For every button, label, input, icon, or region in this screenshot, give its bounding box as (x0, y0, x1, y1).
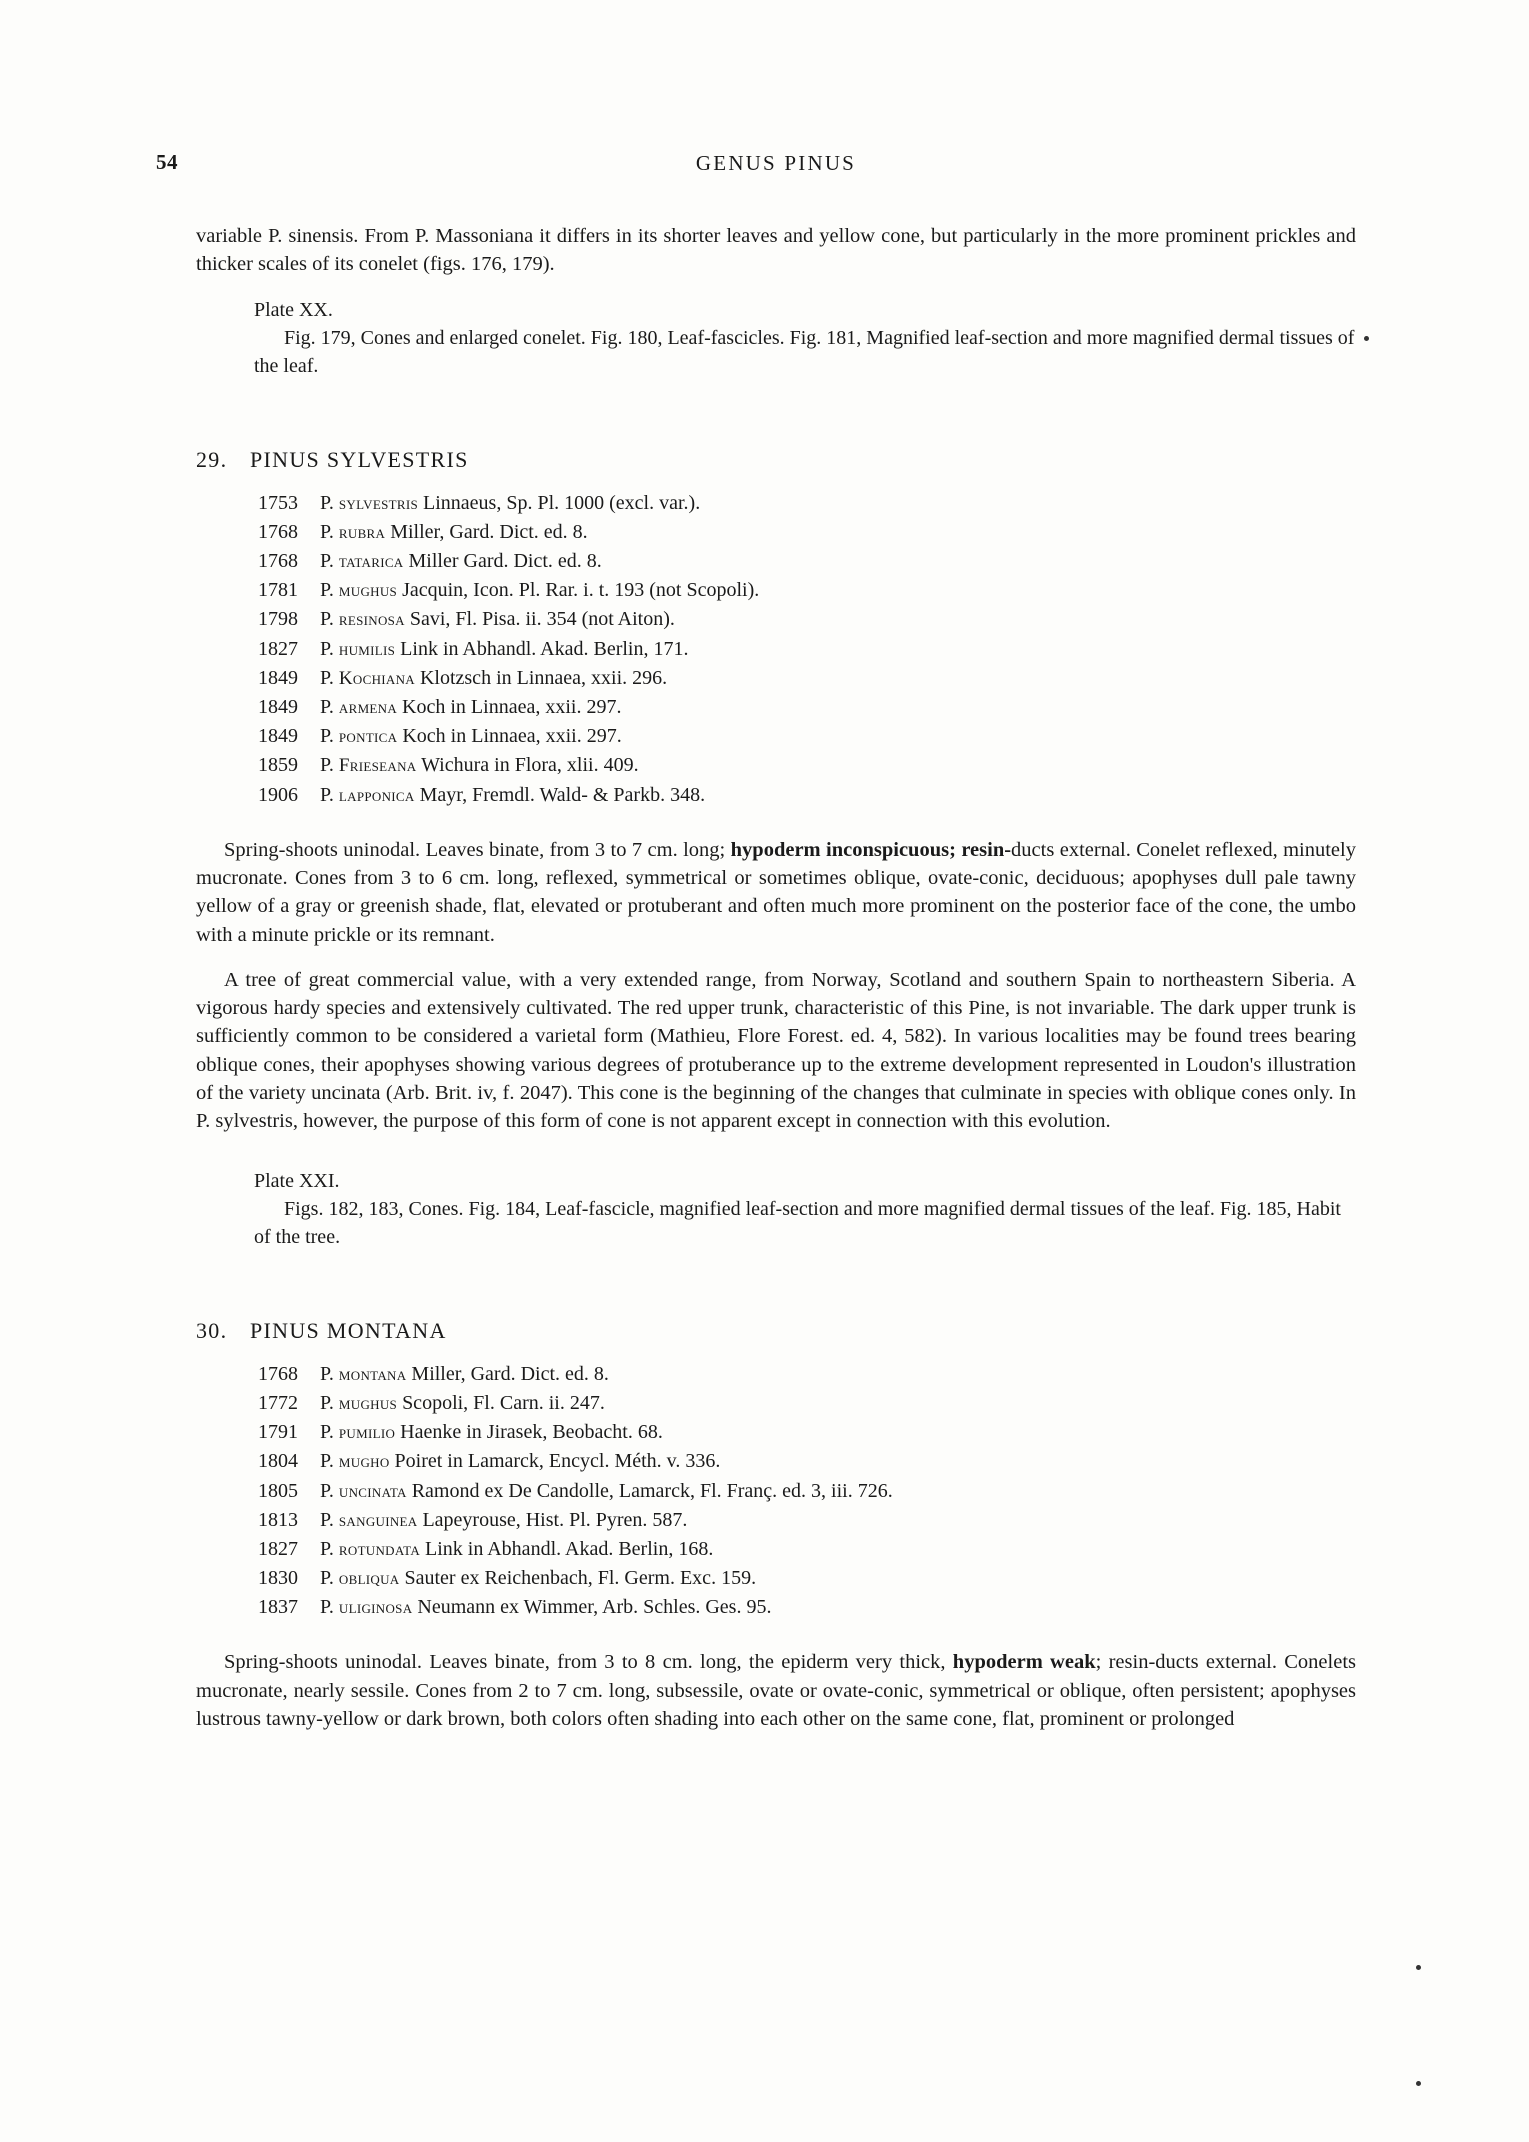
list-item (196, 1564, 1356, 1593)
list-item (196, 635, 1356, 664)
synonym-citation: Neumann ex Wimmer, Arb. Schles. Ges. 95. (417, 1596, 772, 1619)
synonym-epithet: pontica (338, 726, 398, 748)
synonym-epithet: obliqua (338, 1568, 400, 1590)
description-29 (196, 836, 1356, 949)
synonym-genus: P. (320, 783, 334, 806)
synonym-citation: Link in Abhandl. Akad. Berlin, 171. (400, 637, 689, 660)
list-item (196, 664, 1356, 693)
synonym-epithet: montana (338, 1363, 407, 1385)
synonym-year: 1805 (258, 1479, 298, 1502)
synonym-epithet: tatarica (338, 551, 404, 573)
list-item (196, 547, 1356, 576)
list-item (196, 1477, 1356, 1506)
description-29-pre: Spring-shoots uninodal. Leaves binate, from 3 to 7 cm. long; (224, 838, 731, 861)
list-item (196, 693, 1356, 722)
list-item (196, 489, 1356, 518)
synonym-epithet: mugho (338, 1451, 390, 1473)
species-number-29: 29. (196, 446, 228, 472)
running-title: GENUS PINUS (695, 151, 857, 175)
list-item (196, 1506, 1356, 1535)
synonym-epithet: resinosa (338, 609, 405, 631)
synonym-year: 1781 (258, 579, 298, 602)
plate-xxi-block (254, 1167, 1356, 1252)
synonym-epithet: rotundata (338, 1538, 421, 1560)
margin-dot-lower-1 (1416, 1965, 1421, 1970)
synonym-list-29 (196, 489, 1356, 810)
synonym-genus: P. (320, 1479, 334, 1502)
synonym-epithet: mughus (338, 580, 398, 602)
plate-xx-block (254, 296, 1356, 381)
synonym-genus: P. (320, 608, 334, 631)
margin-dot-lower-2 (1416, 2081, 1421, 2086)
synonym-year: 1753 (258, 491, 298, 514)
synonym-year: 1827 (258, 637, 298, 660)
species-name-30: PINUS MONTANA (250, 1317, 447, 1343)
synonym-genus: P. (320, 1391, 334, 1414)
synonym-citation: Miller, Gard. Dict. ed. 8. (390, 520, 588, 543)
synonym-genus: P. (320, 696, 334, 719)
page-number: 54 (156, 150, 178, 174)
synonym-citation: Lapeyrouse, Hist. Pl. Pyren. 587. (422, 1508, 688, 1531)
synonym-citation: Scopoli, Fl. Carn. ii. 247. (402, 1391, 605, 1414)
synonym-epithet: lapponica (338, 784, 415, 806)
synonym-citation: Miller Gard. Dict. ed. 8. (408, 550, 602, 573)
synonym-citation: Koch in Linnaea, xxii. 297. (402, 725, 622, 748)
description-30-pre: Spring-shoots uninodal. Leaves binate, from 3 to 8 cm. long, the epiderm very thick, (224, 1651, 953, 1674)
synonym-citation: Klotzsch in Linnaea, xxii. 296. (419, 666, 668, 689)
synonym-year: 1859 (258, 754, 298, 777)
synonym-year: 1772 (258, 1391, 298, 1414)
synonym-year: 1813 (258, 1508, 298, 1531)
plate-xxi-figures: Figs. 182, 183, Cones. Fig. 184, Leaf-fascicle, magnified leaf-section and more magnified dermal tissues of the leaf. Fig. 185, Habit of the tree. (254, 1198, 1341, 1249)
synonym-year: 1830 (258, 1567, 298, 1590)
synonym-citation: Savi, Fl. Pisa. ii. 354 (not Aiton). (409, 608, 675, 631)
synonym-year: 1837 (258, 1596, 298, 1619)
list-item (196, 781, 1356, 810)
species-name-29: PINUS SYLVESTRIS (250, 446, 469, 472)
list-item (196, 1360, 1356, 1389)
synonym-genus: P. (320, 579, 334, 602)
synonym-genus: P. (320, 637, 334, 660)
description-30 (196, 1648, 1356, 1733)
species-heading-29 (196, 447, 1356, 473)
synonym-genus: P. (320, 725, 334, 748)
synonym-epithet: sanguinea (338, 1509, 418, 1531)
synonym-epithet: Frieseana (338, 755, 417, 777)
list-item (196, 605, 1356, 634)
synonym-year: 1768 (258, 550, 298, 573)
synonym-citation: Poiret in Lamarck, Encycl. Méth. v. 336. (394, 1450, 721, 1473)
synonym-citation: Ramond ex De Candolle, Lamarck, Fl. Franç. ed. 3, iii. 726. (411, 1479, 893, 1502)
description-30-post: ; resin-ducts external. Conelets mucronate, nearly sessile. Cones from 2 to 7 cm. long, subsessile, ovate or ovate-conic, symmetrical or oblique, often persistent; apophyses lustrous tawny-yellow or dark brown, both colors often shading into each other on the same cone, flat, prominent or prolonged (196, 1651, 1356, 1731)
description-30-emphasis: hypoderm weak (952, 1651, 1096, 1674)
synonym-genus: P. (320, 1567, 334, 1590)
notes-29: A tree of great commercial value, with a very extended range, from Norway, Scotland and southern Spain to northeastern Siberia. A vigorous hardy species and extensively cultivated. The red upper trunk, characteristic of this Pine, is not invariable. The dark upper trunk is sufficiently common to be considered a varietal form (Mathieu, Flore Forest. ed. 4, 582). In various localities may be found trees bearing oblique cones, their apophyses showing various degrees of protuberance up to the extreme development represented in Loudon's illustration of the variety uncinata (Arb. Brit. iv, f. 2047). This cone is the beginning of the changes that culminate in species with oblique cones only. In P. sylvestris, however, the purpose of this form of cone is not apparent except in connection with this evolution. (196, 968, 1356, 1133)
list-item (196, 1389, 1356, 1418)
continued-paragraph: variable P. sinensis. From P. Massoniana it differs in its shorter leaves and yellow cone, but particularly in the more prominent prickles and thicker scales of its conelet (figs. 176, 179). (196, 225, 1356, 276)
list-item (196, 1447, 1356, 1476)
synonym-citation: Miller, Gard. Dict. ed. 8. (411, 1362, 609, 1385)
list-item (196, 1593, 1356, 1622)
synonym-citation: Sauter ex Reichenbach, Fl. Germ. Exc. 159. (404, 1567, 757, 1590)
plate-xxi-label: Plate XXI. (254, 1169, 340, 1192)
synonym-genus: P. (320, 520, 334, 543)
list-item (196, 518, 1356, 547)
synonym-genus: P. (320, 1362, 334, 1385)
synonym-genus: P. (320, 1450, 334, 1473)
synonym-year: 1791 (258, 1421, 298, 1444)
synonym-year: 1849 (258, 696, 298, 719)
running-head (156, 150, 1356, 184)
list-item (196, 1535, 1356, 1564)
page-content (156, 150, 1356, 1750)
synonym-citation: Link in Abhandl. Akad. Berlin, 168. (425, 1537, 714, 1560)
synonym-genus: P. (320, 1421, 334, 1444)
list-item (196, 1418, 1356, 1447)
synonym-genus: P. (320, 491, 334, 514)
synonym-epithet: rubra (338, 521, 386, 543)
list-item (196, 751, 1356, 780)
synonym-epithet: Kochiana (338, 667, 415, 689)
synonym-year: 1906 (258, 783, 298, 806)
synonym-epithet: uncinata (338, 1480, 407, 1502)
synonym-year: 1827 (258, 1537, 298, 1560)
synonym-genus: P. (320, 1537, 334, 1560)
synonym-year: 1849 (258, 666, 298, 689)
synonym-list-30 (196, 1360, 1356, 1623)
synonym-citation: Haenke in Jirasek, Beobacht. 68. (400, 1421, 663, 1444)
synonym-epithet: humilis (338, 638, 396, 660)
synonym-citation: Wichura in Flora, xlii. 409. (421, 754, 639, 777)
species-heading-30 (196, 1318, 1356, 1344)
list-item (196, 722, 1356, 751)
synonym-year: 1804 (258, 1450, 298, 1473)
margin-dot-upper (1364, 336, 1369, 341)
synonym-epithet: armena (338, 697, 398, 719)
synonym-epithet: pumilio (338, 1422, 396, 1444)
synonym-year: 1798 (258, 608, 298, 631)
plate-xx-label: Plate XX. (254, 298, 333, 321)
synonym-citation: Linnaeus, Sp. Pl. 1000 (excl. var.). (423, 491, 701, 514)
synonym-citation: Koch in Linnaea, xxii. 297. (402, 696, 622, 719)
synonym-year: 1849 (258, 725, 298, 748)
list-item (196, 576, 1356, 605)
synonym-genus: P. (320, 666, 334, 689)
synonym-genus: P. (320, 1508, 334, 1531)
species-number-30: 30. (196, 1317, 228, 1343)
synonym-epithet: mughus (338, 1392, 398, 1414)
synonym-genus: P. (320, 1596, 334, 1619)
synonym-epithet: uliginosa (338, 1597, 413, 1619)
synonym-citation: Mayr, Fremdl. Wald- & Parkb. 348. (419, 783, 706, 806)
description-29-post: ducts external. Conelet reflexed, minutely mucronate. Cones from 3 to 6 cm. long, reflexed, symmetrical or sometimes oblique, ovate-conic, deciduous; apophyses dull pale tawny yellow of a gray or greenish shade, flat, elevated or protuberant and often much more prominent on the posterior face of the cone, the umbo with a minute prickle or its remnant. (196, 838, 1356, 946)
synonym-genus: P. (320, 550, 334, 573)
plate-xx-figures: Fig. 179, Cones and enlarged conelet. Fig. 180, Leaf-fascicles. Fig. 181, Magnified leaf-section and more magnified dermal tissues of the leaf. (254, 326, 1355, 378)
synonym-citation: Jacquin, Icon. Pl. Rar. i. t. 193 (not Scopoli). (402, 579, 760, 602)
synonym-year: 1768 (258, 1362, 298, 1385)
description-29-emphasis: hypoderm inconspicuous; resin- (730, 838, 1012, 861)
synonym-epithet: sylvestris (338, 492, 419, 514)
synonym-genus: P. (320, 754, 334, 777)
synonym-year: 1768 (258, 520, 298, 543)
